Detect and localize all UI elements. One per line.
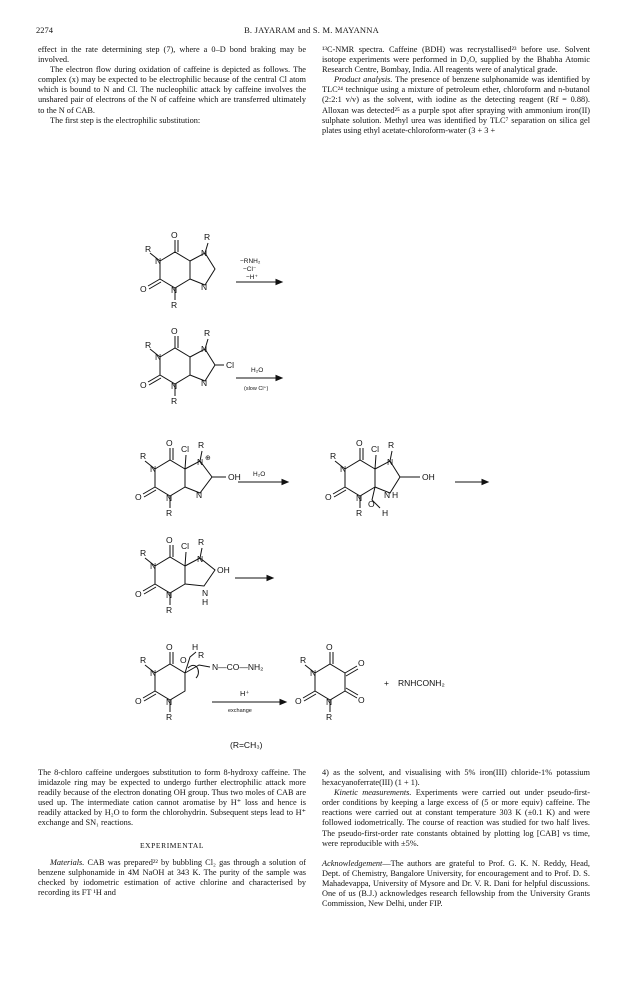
paragraph: The first step is the electrophilic substitution: bbox=[50, 115, 201, 125]
atom-label: N bbox=[150, 464, 157, 474]
atom-label: O bbox=[171, 326, 178, 336]
paragraph bbox=[322, 788, 590, 849]
atom-label: O bbox=[180, 655, 187, 665]
atom-label: N bbox=[387, 457, 394, 467]
atom-label: R bbox=[198, 650, 205, 660]
urea-product: RNHCONH₂ bbox=[398, 678, 445, 688]
atom-label: N bbox=[201, 378, 208, 388]
paragraph: The 8-chloro caffeine undergoes substitution to form 8-hydroxy caffeine. The imidazole ring may be expected to undergo further electrophilic attack more readily because of the electron donating OH group. Thus two moles of CAB are used up. The intermediate cation cannot aromatise by H⁺ loss and hence is readily attacked by H₂O to form the chlorohydrin. Subsequent steps lead to H⁺ exchange and SN₁ reactions. bbox=[38, 768, 306, 828]
atom-label: N bbox=[197, 554, 204, 564]
atom-label: OH bbox=[228, 472, 241, 482]
paragraph: ¹³C-NMR spectra. Caffeine (BDH) was recrystallised²³ before use. Solvent isotope experiments were performed in D₂O, supplied by the Bhabha Atomic Research Centre, Bombay, India. All reagents were of analytical grade. bbox=[322, 45, 590, 75]
step2-reagent: H₂O bbox=[251, 367, 264, 374]
run-in-heading: Kinetic measurements. bbox=[334, 788, 412, 798]
atom-label: O bbox=[356, 438, 363, 448]
atom-label: R bbox=[300, 655, 307, 665]
atom-label: H bbox=[392, 490, 399, 500]
section-heading: EXPERIMENTAL bbox=[139, 840, 205, 850]
atom-label: R bbox=[198, 440, 205, 450]
atom-label: R bbox=[388, 440, 395, 450]
atom-label: R bbox=[145, 244, 152, 254]
atom-label: O bbox=[140, 284, 147, 294]
acknowledgement bbox=[322, 859, 590, 909]
atom-label: Cl bbox=[181, 444, 190, 454]
paragraph-body: CAB was prepared²² by bubbling Cl₂ gas through a solution of benzene sulphonamide in 4M NaOH at 343 K. The purity of the sample was checked by iodometric estimation of active chlorine and characterised by recording its FT ¹H and bbox=[38, 857, 306, 897]
r-definition: (R=CH₃) bbox=[230, 740, 263, 750]
atom-label: Cl bbox=[371, 444, 380, 454]
step3-reagent: H₂O bbox=[253, 471, 266, 478]
paragraph bbox=[38, 858, 306, 898]
step1-condition: −RNH₂ bbox=[240, 258, 261, 265]
atom-label: R bbox=[140, 655, 147, 665]
atom-label: R bbox=[145, 340, 152, 350]
paragraph: 4) as the solvent, and visualising with 5% iron(III) chloride-1% potassium hexacyanoferrate(III) (1 + 1). bbox=[322, 768, 590, 788]
run-in-heading: Product analysis. bbox=[334, 75, 393, 85]
atom-label: O bbox=[358, 658, 365, 668]
atom-label: R bbox=[166, 508, 173, 518]
atom-label: Cl bbox=[181, 541, 190, 551]
paragraph: effect in the rate determining step (7), where a 0–D bond braking may be involved. bbox=[38, 45, 306, 65]
paragraph-body: The presence of benzene sulphonamide was identified by TLC²⁴ technique using a mixture of petroleum ether, chloroform and n-butanol (2:2:1 v/v) as the solvent, with iodine as the detecting reagent (Rf = 0.88). Alloxan was detected²⁵ as a purple spot after spraying with ammonium iron(II) sulphate solution. Methyl urea was identified by TLC⁷ separation on silica gel plates using ethyl acetate-chloroform-water (3 + 3 + bbox=[322, 75, 590, 135]
run-in-heading: Materials. bbox=[50, 857, 85, 867]
bottom-right-column bbox=[322, 768, 590, 909]
h-plus: H⁺ bbox=[240, 689, 250, 698]
plus-sign: + bbox=[384, 678, 389, 688]
atom-label: ⊕ bbox=[205, 455, 211, 462]
atom-label: N bbox=[356, 493, 363, 503]
atom-label: N bbox=[202, 588, 209, 598]
atom-label: R bbox=[326, 712, 333, 722]
atom-label: N bbox=[155, 352, 162, 362]
atom-label: R bbox=[166, 605, 173, 615]
paragraph-body: Experiments were carried out under pseudo-first-order conditions by keeping a large excess of (5 or more equiv) caffeine. The reactions were carried out at constant temperature 303 K (±0.1 K) and were followed iodometrically. The course of reaction was studied for two half lives. The pseudo-first-order rate constants obtained by plotting log [CAB] vs time, were reproducible with ±5%. bbox=[322, 788, 590, 848]
atom-label: R bbox=[171, 396, 178, 406]
atom-label: O bbox=[166, 535, 173, 545]
atom-label: N bbox=[310, 668, 317, 678]
atom-label: R bbox=[140, 548, 147, 558]
atom-label: N bbox=[150, 668, 157, 678]
atom-label: H bbox=[382, 508, 389, 518]
urea-side-chain: N—CO—NH₂ bbox=[212, 662, 264, 672]
atom-label: R bbox=[204, 328, 211, 338]
atom-label: O bbox=[140, 380, 147, 390]
step1-condition: −H⁺ bbox=[246, 274, 258, 281]
atom-label: N bbox=[340, 464, 347, 474]
atom-label: O bbox=[166, 438, 173, 448]
atom-label: N bbox=[155, 256, 162, 266]
atom-label: N bbox=[196, 490, 203, 500]
atom-label: O bbox=[135, 696, 142, 706]
atom-label: Cl bbox=[226, 360, 235, 370]
atom-label: N bbox=[201, 248, 208, 258]
atom-label: H bbox=[202, 597, 209, 607]
atom-label: N bbox=[171, 285, 178, 295]
atom-label: R bbox=[330, 451, 337, 461]
atom-label: N bbox=[326, 697, 333, 707]
step2-note: (slow Cl⁺) bbox=[244, 386, 269, 392]
atom-label: N bbox=[166, 590, 173, 600]
step1-condition: −Cl⁻ bbox=[243, 266, 257, 273]
atom-label: O bbox=[135, 589, 142, 599]
atom-label: N bbox=[166, 697, 173, 707]
paragraph: The electron flow during oxidation of caffeine is depicted as follows. The complex (x) may be expected to be electrophilic because of the central Cl atom which is bound to N and Cl. The nucleophilic attack by caffeine involves the unshared pair of electrons of the N of caffeine which are transferred ultimately to the N of CAB. bbox=[38, 65, 306, 115]
atom-label: R bbox=[356, 508, 363, 518]
atom-label: O bbox=[135, 492, 142, 502]
atom-label: N bbox=[384, 490, 391, 500]
atom-label: O bbox=[358, 695, 365, 705]
atom-label: N bbox=[201, 344, 208, 354]
running-title: B. JAYARAM and S. M. MAYANNA bbox=[244, 25, 379, 35]
page-number: 2274 bbox=[36, 25, 53, 35]
bottom-left-column bbox=[38, 768, 306, 898]
atom-label: O bbox=[326, 642, 333, 652]
atom-label: OH bbox=[217, 565, 230, 575]
atom-label: N bbox=[171, 381, 178, 391]
exchange-label: exchange bbox=[228, 708, 252, 714]
paragraph-body: —The authors are grateful to Prof. G. K. N. Reddy, Head, Dept. of Chemistry, Bangalore University, for encouragement and to Prof. D. S. Mahadevappa, University of Mysore and Dr. V. R. Dani for helpful discussions. One of us (B.J.) acknowledges research fellowship from the University Grants Commission, New Delhi, under FIP. bbox=[322, 858, 590, 909]
atom-label: N bbox=[150, 561, 157, 571]
atom-label: N bbox=[166, 493, 173, 503]
atom-label: O bbox=[166, 642, 173, 652]
atom-label: OH bbox=[422, 472, 435, 482]
atom-label: H bbox=[192, 642, 199, 652]
atom-label: R bbox=[204, 232, 211, 242]
atom-label: N bbox=[197, 457, 204, 467]
atom-label: O bbox=[171, 230, 178, 240]
atom-label: O bbox=[295, 696, 302, 706]
atom-label: O bbox=[368, 499, 375, 509]
atom-label: R bbox=[166, 712, 173, 722]
atom-label: R bbox=[171, 300, 178, 310]
atom-label: O bbox=[325, 492, 332, 502]
run-in-heading: Acknowledgement bbox=[322, 858, 383, 868]
atom-label: R bbox=[140, 451, 147, 461]
atom-label: R bbox=[198, 537, 205, 547]
atom-label: N bbox=[201, 282, 208, 292]
